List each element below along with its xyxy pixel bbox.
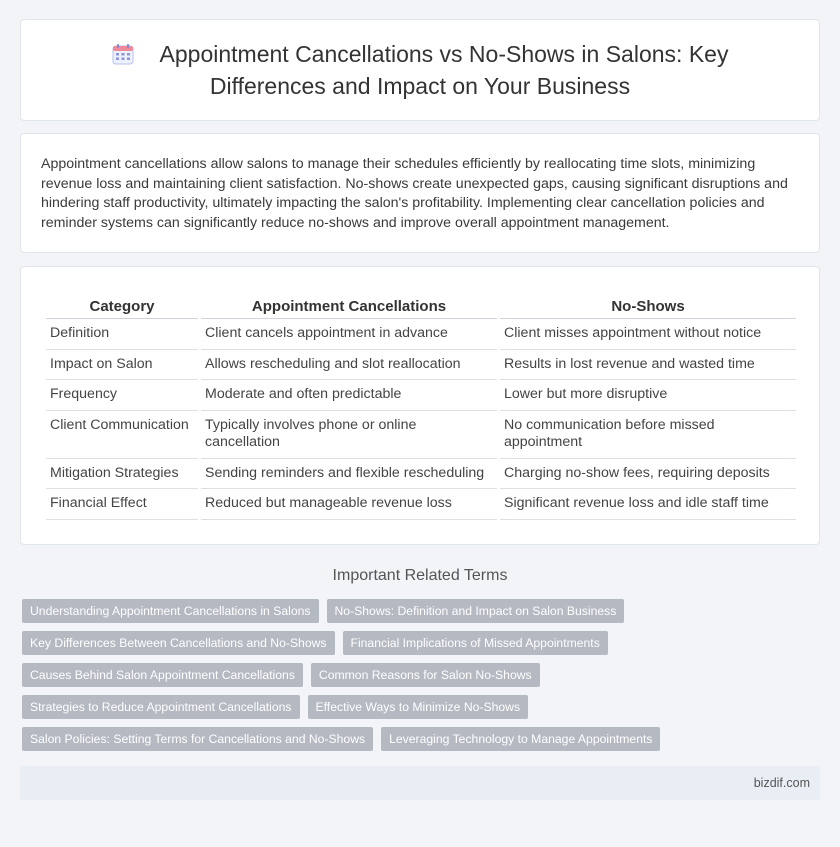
header-no-shows: No-Shows: [500, 297, 796, 319]
related-term-tag[interactable]: Leveraging Technology to Manage Appointments: [381, 727, 660, 751]
table-row: [46, 380, 796, 411]
header-cancellations: Appointment Cancellations: [201, 297, 497, 319]
row-no-shows: Charging no-show fees, requiring deposits: [500, 459, 796, 490]
related-terms-title: Important Related Terms: [332, 567, 508, 584]
related-term-tag[interactable]: No-Shows: Definition and Impact on Salon Business: [327, 599, 625, 623]
comparison-table: [43, 297, 799, 520]
row-no-shows: Significant revenue loss and idle staff time: [500, 489, 796, 520]
related-term-tag[interactable]: Effective Ways to Minimize No-Shows: [308, 695, 529, 719]
related-term-tag[interactable]: Causes Behind Salon Appointment Cancellations: [22, 663, 303, 687]
intro-card: [20, 133, 820, 253]
footer-site-link[interactable]: bizdif.com: [753, 776, 810, 790]
table-row: [46, 459, 796, 490]
related-term-tag[interactable]: Financial Implications of Missed Appointments: [343, 631, 608, 655]
row-cancellations: Client cancels appointment in advance: [201, 319, 497, 350]
related-term-tag[interactable]: Key Differences Between Cancellations and No-Shows: [22, 631, 335, 655]
row-cancellations: Reduced but manageable revenue loss: [201, 489, 497, 520]
comparison-card: [20, 266, 820, 545]
header-card: [20, 19, 820, 121]
related-term-tag[interactable]: Strategies to Reduce Appointment Cancellations: [22, 695, 300, 719]
page-title: [81, 40, 759, 101]
related-term-tag[interactable]: Salon Policies: Setting Terms for Cancellations and No-Shows: [22, 727, 373, 751]
table-row: [46, 411, 796, 459]
table-row: [46, 319, 796, 350]
row-no-shows: Results in lost revenue and wasted time: [500, 350, 796, 381]
row-category: Financial Effect: [46, 489, 198, 520]
table-row: [46, 350, 796, 381]
calendar-icon: [112, 43, 134, 72]
related-term-tag[interactable]: Common Reasons for Salon No-Shows: [311, 663, 540, 687]
row-category: Client Communication: [46, 411, 198, 459]
row-no-shows: No communication before missed appointment: [500, 411, 796, 459]
row-category: Frequency: [46, 380, 198, 411]
row-cancellations: Typically involves phone or online cancellation: [201, 411, 497, 459]
row-category: Definition: [46, 319, 198, 350]
row-category: Impact on Salon: [46, 350, 198, 381]
footer: [20, 766, 820, 800]
header-category: Category: [46, 297, 198, 319]
related-term-tag[interactable]: Understanding Appointment Cancellations in Salons: [22, 599, 319, 623]
row-cancellations: Allows rescheduling and slot reallocation: [201, 350, 497, 381]
row-cancellations: Sending reminders and flexible rescheduling: [201, 459, 497, 490]
row-category: Mitigation Strategies: [46, 459, 198, 490]
page-title-text: Appointment Cancellations vs No-Shows in Salons: Key Differences and Impact on Your Business: [159, 40, 729, 99]
table-row: [46, 489, 796, 520]
row-no-shows: Client misses appointment without notice: [500, 319, 796, 350]
row-no-shows: Lower but more disruptive: [500, 380, 796, 411]
table-header-row: [46, 297, 796, 319]
intro-text: Appointment cancellations allow salons to manage their schedules efficiently by reallocating time slots, minimizing revenue loss and maintaining client satisfaction. No-shows create unexpected gaps, causing significant disruptions and hindering staff productivity, ultimately impacting the salon's profitability. Implementing clear cancellation policies and reminder systems can significantly reduce no-shows and improve overall appointment management.: [41, 156, 788, 231]
row-cancellations: Moderate and often predictable: [201, 380, 497, 411]
related-terms-list: [22, 599, 820, 759]
